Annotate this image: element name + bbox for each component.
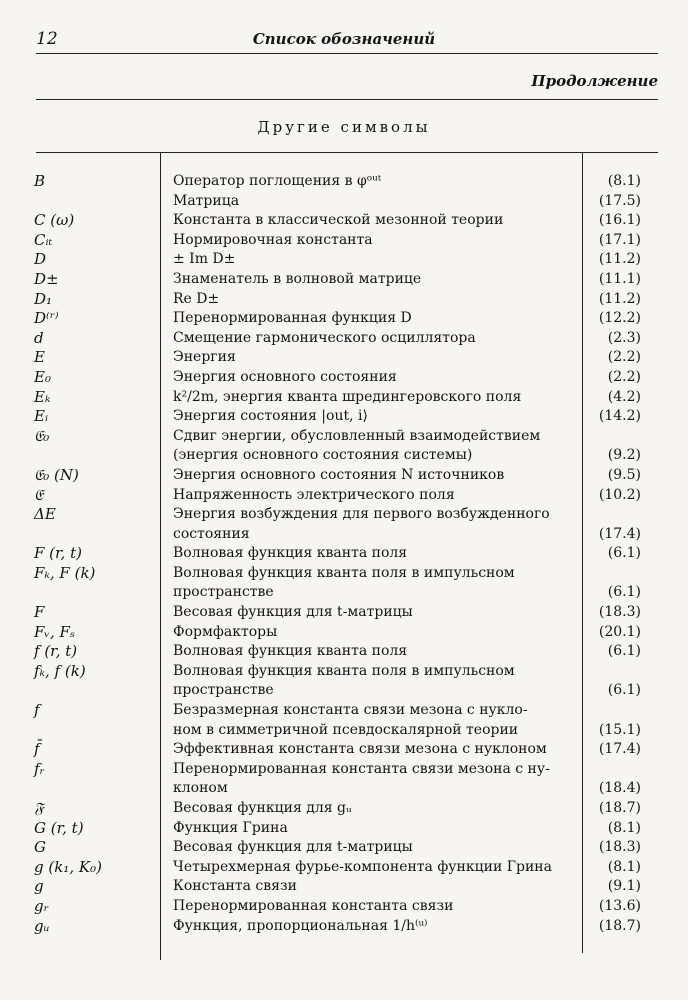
table-row [0, 564, 688, 603]
table-row [0, 368, 688, 388]
equation-reference: (20.1) [598, 623, 641, 640]
symbol-table [0, 172, 688, 936]
equation-reference: (11.2) [598, 290, 641, 307]
description-line: Нормировочная константа [173, 231, 373, 248]
table-row [0, 348, 688, 368]
description-line: Энергия [173, 349, 236, 366]
equation-reference: (17.1) [598, 231, 641, 248]
equation-reference: (9.5) [607, 466, 641, 483]
equation-reference: (18.3) [598, 604, 641, 621]
description-line: (энергия основного состояния системы) [173, 447, 473, 464]
description-cell [173, 858, 571, 878]
running-title: Список обозначений [252, 30, 436, 48]
symbol-cell: E [34, 348, 45, 367]
description-line: Волновая функция кванта поля [173, 643, 408, 660]
symbol-cell: D⁽ʳ⁾ [34, 309, 59, 328]
description-line: Весовая функция для t-матрицы [173, 604, 413, 621]
symbol-cell: F [34, 603, 45, 622]
description-line: Перенормированная функция D [173, 310, 412, 327]
continuation-label: Продолжение [531, 72, 658, 90]
description-line: Волновая функция кванта поля в импульсном [173, 662, 515, 679]
symbol-cell: Cᵢₜ [34, 230, 53, 249]
page-number: 12 [36, 29, 58, 49]
equation-reference: (17.4) [598, 741, 641, 758]
equation-reference: (6.1) [607, 682, 641, 699]
description-line: состояния [173, 525, 250, 542]
equation-reference: (11.1) [598, 270, 641, 287]
equation-reference: (6.1) [607, 643, 641, 660]
symbol-cell: C (ω) [34, 211, 75, 230]
symbol-cell: gᵣ [34, 896, 49, 915]
description-cell [173, 466, 571, 486]
description-line: клоном [173, 780, 228, 797]
description-cell [173, 329, 571, 349]
description-line: Матрица [173, 192, 240, 209]
description-cell [173, 740, 571, 760]
description-cell [173, 309, 571, 329]
table-row [0, 309, 688, 329]
description-line: Функция Грина [173, 819, 288, 836]
equation-reference: (8.1) [607, 173, 641, 189]
description-cell [173, 211, 571, 231]
table-row [0, 544, 688, 564]
symbol-cell: fₖ, f (k) [34, 661, 86, 680]
symbol-cell: f (r, t) [34, 642, 78, 661]
description-cell [173, 603, 571, 623]
table-row [0, 250, 688, 270]
table-row [0, 407, 688, 427]
description-cell [173, 368, 571, 388]
symbol-cell: E₀ [34, 367, 51, 386]
symbol-cell: gᵤ [34, 916, 50, 935]
running-header [0, 29, 688, 51]
description-cell [173, 838, 571, 858]
description-cell [173, 642, 571, 662]
table-row [0, 427, 688, 466]
equation-reference: (18.3) [598, 839, 641, 856]
description-cell [173, 486, 571, 506]
table-row [0, 270, 688, 290]
table-row [0, 642, 688, 662]
description-line: Четырехмерная фурье-компонента функции Грина [173, 858, 552, 875]
description-line: Безразмерная константа связи мезона с нукло- [173, 702, 528, 719]
table-row [0, 388, 688, 408]
equation-reference: (2.3) [607, 329, 641, 346]
description-line: Сдвиг энергии, обусловленный взаимодействием [173, 427, 541, 444]
table-row [0, 486, 688, 506]
symbol-cell: Eᵢ [34, 407, 48, 426]
equation-reference: (6.1) [607, 584, 641, 601]
equation-reference: (18.4) [598, 780, 641, 797]
symbol-cell: G (r, t) [34, 818, 84, 837]
symbol-cell: 𝔈₀ (N) [34, 465, 79, 484]
symbol-cell: Eₖ [34, 387, 51, 406]
description-line: Весовая функция для gᵤ [173, 800, 352, 816]
equation-reference: (9.1) [607, 878, 641, 895]
description-line: Напряженность электрического поля [173, 486, 455, 503]
symbol-cell: f̄ [34, 740, 40, 759]
table-row [0, 858, 688, 878]
table-row [0, 819, 688, 839]
table-row [0, 603, 688, 623]
description-cell [173, 819, 571, 839]
description-line: Оператор поглощения в φᵒᵘᵗ [173, 173, 382, 189]
description-line: Весовая функция для t-матрицы [173, 839, 413, 856]
description-line: k²/2m, энергия кванта шредингеровского поля [173, 388, 522, 405]
symbol-cell: 𝔉 [34, 799, 44, 817]
symbol-cell: D± [34, 269, 59, 288]
table-row [0, 231, 688, 251]
table-row [0, 662, 688, 701]
table-row [0, 466, 688, 486]
symbol-cell: B [34, 172, 46, 190]
symbol-cell: G [34, 838, 46, 857]
table-row [0, 799, 688, 819]
equation-reference: (4.2) [607, 388, 641, 405]
symbol-cell: 𝔈 [34, 485, 44, 504]
description-cell [173, 897, 571, 917]
description-line: Перенормированная константа связи мезона с ну- [173, 760, 550, 777]
description-cell [173, 388, 571, 408]
section-rule [36, 152, 658, 153]
table-row [0, 701, 688, 740]
equation-reference: (18.7) [598, 800, 641, 816]
equation-reference: (14.2) [598, 408, 641, 425]
equation-reference: (8.1) [607, 858, 641, 875]
equation-reference: (15.1) [598, 721, 641, 738]
table-row [0, 740, 688, 760]
description-line: Энергия состояния |out, i⟩ [173, 408, 368, 425]
symbol-cell: ΔE [34, 505, 56, 524]
table-row [0, 917, 688, 937]
equation-reference: (6.1) [607, 545, 641, 562]
description-cell [173, 427, 571, 466]
table-row [0, 877, 688, 897]
description-line: Энергия возбуждения для первого возбужденного [173, 506, 550, 523]
description-line: Функция, пропорциональная 1/h⁽ᵘ⁾ [173, 917, 428, 934]
description-line: Энергия основного состояния N источников [173, 466, 505, 483]
symbol-cell: Fᵥ, Fₛ [34, 622, 75, 641]
description-line: Смещение гармонического осциллятора [173, 329, 476, 346]
description-cell [173, 290, 571, 310]
description-cell [173, 270, 571, 290]
description-cell [173, 662, 571, 701]
description-cell [173, 250, 571, 270]
header-rule [36, 53, 658, 54]
table-row [0, 172, 688, 192]
table-row [0, 192, 688, 212]
equation-reference: (16.1) [598, 212, 641, 229]
description-cell [173, 544, 571, 564]
description-cell [173, 192, 571, 212]
description-line: пространстве [173, 584, 274, 601]
equation-reference: (8.1) [607, 819, 641, 836]
description-cell [173, 348, 571, 368]
description-line: Эффективная константа связи мезона с нуклоном [173, 741, 547, 758]
symbol-cell: Fₖ, F (k) [34, 563, 96, 582]
section-title: Другие символы [257, 118, 431, 136]
equation-reference: (13.6) [598, 897, 641, 914]
description-line: Волновая функция кванта поля в импульсном [173, 564, 515, 581]
symbol-cell: D₁ [34, 289, 53, 308]
symbol-cell: g [34, 877, 44, 896]
symbol-cell: fᵣ [34, 759, 45, 778]
equation-reference: (2.2) [607, 349, 641, 366]
equation-reference: (18.7) [598, 917, 641, 934]
description-cell [173, 917, 571, 937]
description-line: ном в симметричной псевдоскалярной теории [173, 721, 519, 738]
description-line: Перенормированная константа связи [173, 897, 454, 914]
symbol-cell: F (r, t) [34, 544, 82, 563]
description-line: ± Im D± [173, 251, 236, 268]
table-row [0, 838, 688, 858]
equation-reference: (11.2) [598, 251, 641, 268]
equation-reference: (2.2) [607, 368, 641, 385]
description-line: Знаменатель в волновой матрице [173, 270, 422, 287]
table-row [0, 505, 688, 544]
table-row [0, 211, 688, 231]
description-cell [173, 799, 571, 819]
symbol-cell: f [34, 701, 40, 720]
description-line: Константа в классической мезонной теории [173, 212, 504, 229]
table-row [0, 760, 688, 799]
table-row [0, 290, 688, 310]
table-row [0, 329, 688, 349]
equation-reference: (17.4) [598, 525, 641, 542]
equation-reference: (12.2) [598, 310, 641, 327]
table-row [0, 897, 688, 917]
description-line: пространстве [173, 682, 274, 699]
symbol-cell: g (k₁, K₀) [34, 857, 102, 876]
description-cell [173, 231, 571, 251]
description-line: Энергия основного состояния [173, 368, 397, 385]
symbol-cell: 𝔈₀ [34, 426, 50, 445]
description-cell [173, 701, 571, 740]
description-cell [173, 505, 571, 544]
description-cell [173, 760, 571, 799]
table-row [0, 623, 688, 643]
description-line: Волновая функция кванта поля [173, 545, 408, 562]
description-line: Формфакторы [173, 623, 278, 640]
table-top-rule [36, 99, 658, 100]
equation-reference: (10.2) [598, 486, 641, 503]
description-line: Re D± [173, 290, 220, 307]
equation-reference: (17.5) [598, 192, 641, 209]
description-cell [173, 564, 571, 603]
description-cell [173, 172, 571, 192]
description-line: Константа связи [173, 878, 297, 895]
description-cell [173, 623, 571, 643]
description-cell [173, 407, 571, 427]
equation-reference: (9.2) [607, 447, 641, 464]
description-cell [173, 877, 571, 897]
symbol-cell: D [34, 250, 47, 269]
symbol-cell: d [34, 328, 44, 347]
